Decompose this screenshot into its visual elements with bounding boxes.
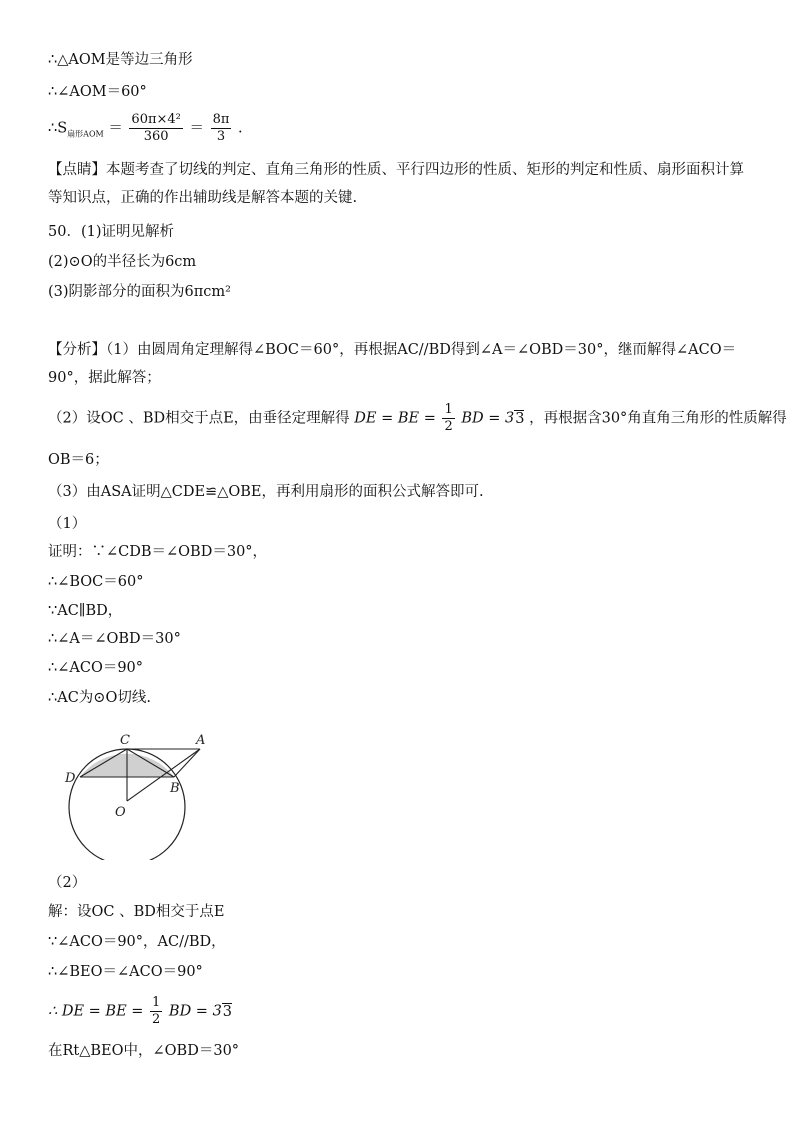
q50-part3: (3)阴影部分的面积为6πcm² — [48, 284, 231, 300]
geometry-figure — [60, 730, 220, 860]
fenxi-part2-half: $\frac{1}{2}$ — [444, 402, 453, 434]
fenxi-paragraph: 【分析】（1）由圆周角定理解得∠BOC＝60°，再根据AC//BD得到∠A＝∠OBD＝30°，继而解得∠ACO＝90°，据此解答； — [48, 342, 737, 386]
part2-heading: （2） — [48, 875, 87, 891]
solution-line-5: 在Rt△BEO中，∠OBD＝30° — [48, 1043, 240, 1059]
label-a: A — [196, 733, 206, 748]
part1-heading: （1） — [48, 516, 87, 532]
fenxi-part2-ob: OB＝6； — [48, 452, 109, 468]
solution-line-4-half: $\frac{1}{2}$ — [152, 995, 161, 1027]
solution-line-4 — [48, 995, 232, 1028]
sector-area-subscript: 扇形AOM — [67, 129, 104, 139]
sector-area-period: . — [238, 120, 243, 137]
line-angle-aom: ∴∠AOM＝60° — [48, 84, 147, 100]
label-o: O — [115, 805, 126, 820]
label-c: C — [120, 733, 130, 748]
proof-line-2: ∴∠BOC＝60° — [48, 574, 144, 590]
solution-line-1: 解：设OC 、BD相交于点E — [48, 904, 225, 920]
proof-line-6: ∴AC为⊙O切线. — [48, 690, 151, 706]
line-aom-equilateral: ∴△AOM是等边三角形 — [48, 52, 193, 68]
fenxi-part2-eq: DE = BE = — [354, 410, 436, 427]
solution-line-3: ∴∠BEO＝∠ACO＝90° — [48, 964, 203, 980]
dianjing-paragraph: 【点睛】本题考查了切线的判定、直角三角形的性质、平行四边形的性质、矩形的判定和性质、扇形面积计算等知识点，正确的作出辅助线是解答本题的关键. — [48, 162, 744, 206]
fenxi-part2 — [48, 402, 787, 435]
solution-line-2: ∵∠ACO＝90°，AC//BD， — [48, 934, 226, 950]
q50-part2: (2)⊙O的半径长为6cm — [48, 254, 197, 270]
solution-line-4-sqrt: 3 — [222, 1003, 233, 1020]
sector-area-eq-2: ＝ — [189, 120, 204, 137]
fenxi-part2-sqrt: 3 — [515, 410, 525, 427]
sector-area-eq: ＝ — [108, 120, 123, 137]
proof-line-3: ∵AC∥BD， — [48, 603, 123, 619]
label-d: D — [65, 771, 76, 786]
line-sector-area — [48, 112, 243, 145]
proof-line-4: ∴∠A＝∠OBD＝30° — [48, 631, 181, 647]
fenxi-part3: （3）由ASA证明△CDE≌△OBE，再利用扇形的面积公式解答即可. — [48, 484, 484, 500]
fenxi-part2-mid: BD = 3 — [461, 410, 515, 427]
proof-line-1: 证明：∵∠CDB＝∠OBD＝30°， — [48, 544, 268, 560]
sector-area-fraction-1: $\frac{\text{60π×4²}}{360}$ — [131, 112, 181, 144]
sector-area-fraction-2: $\frac{8\pi}{3}$ — [212, 112, 230, 144]
solution-line-4-eq: ∴ DE = BE = — [48, 1003, 144, 1020]
proof-line-5: ∴∠ACO＝90° — [48, 660, 144, 676]
fenxi-part2-prefix: （2）设OC 、BD相交于点E，由垂径定理解得 — [48, 410, 350, 427]
line-ab — [174, 749, 200, 777]
fenxi-part2-suffix: ，再根据含30°角直角三角形的性质解得 — [529, 410, 787, 427]
sector-area-prefix: ∴S — [48, 120, 68, 137]
solution-line-4-mid: BD = 3 — [168, 1003, 222, 1020]
label-b: B — [170, 781, 180, 796]
q50-part1: 50．(1)证明见解析 — [48, 224, 174, 240]
